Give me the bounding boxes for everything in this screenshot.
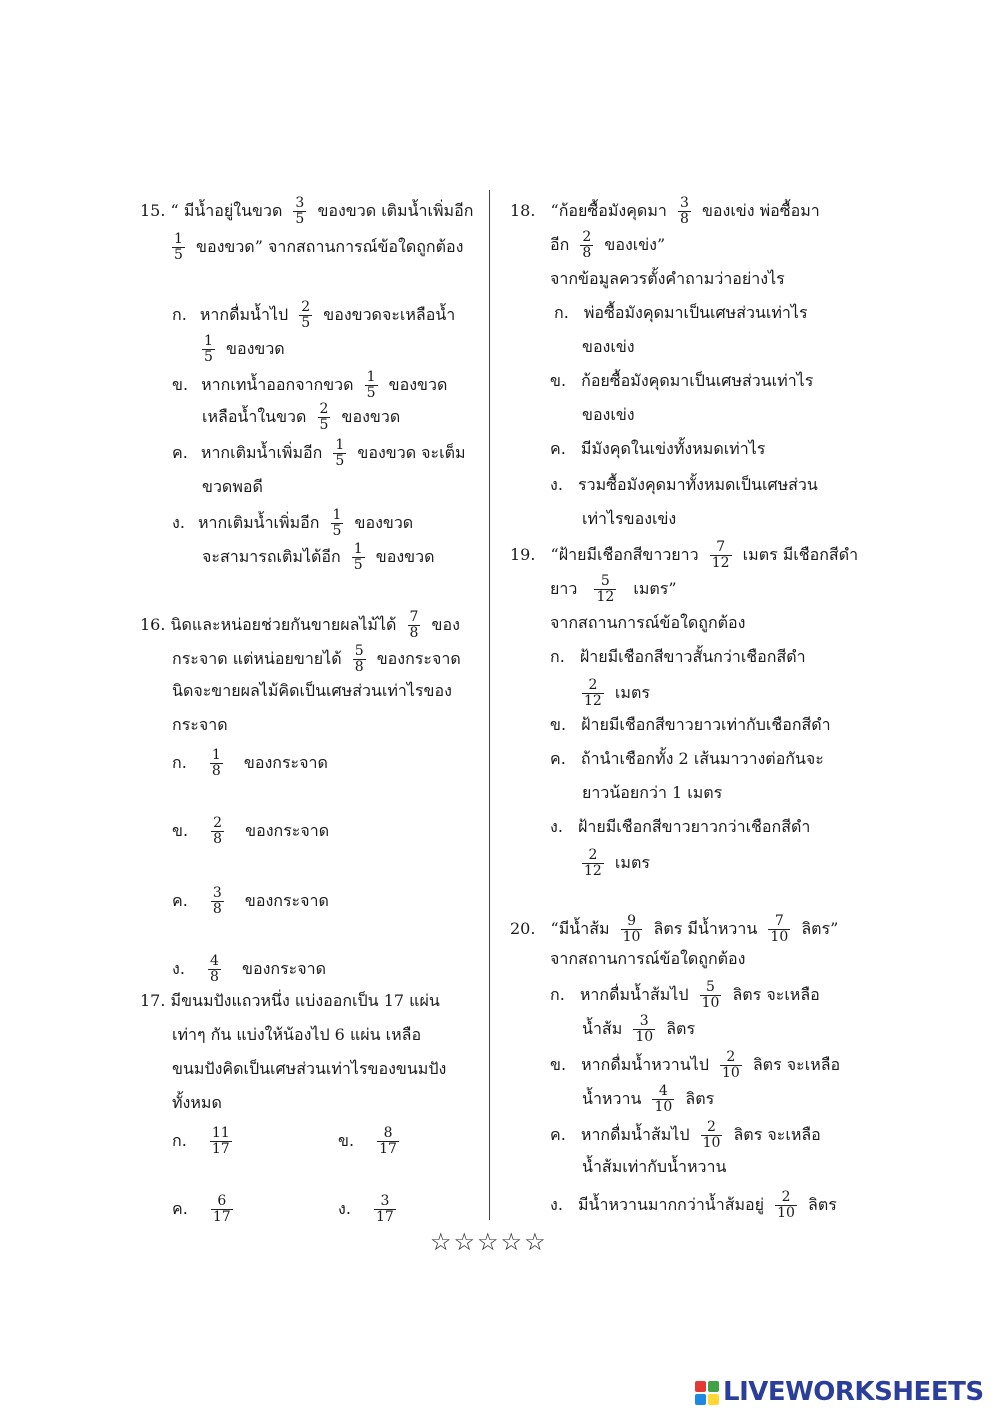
option-text: จะสามารถเติมได้อีก (202, 547, 341, 566)
question-number: 17. (140, 991, 166, 1010)
option-text: น้ำส้มเท่ากับน้ำหวาน (582, 1157, 727, 1176)
option-text: ของเข่ง (582, 337, 635, 356)
option-label: ค. (172, 891, 188, 910)
option-text: ของขวด (226, 339, 285, 358)
option-text: ยาวน้อยกว่า 1 เมตร (582, 783, 723, 802)
option-c[interactable] (550, 1120, 821, 1154)
option-text: เท่าไรของเข่ง (582, 509, 677, 528)
option-text: ฝ้ายมีเชือกสีขาวยาวกว่าเชือกสีดำ (578, 817, 811, 836)
option-text: ของขวด จะเต็ม (357, 443, 466, 462)
option-text: ลิตร จะเหลือ (752, 1055, 841, 1074)
option-b[interactable] (550, 712, 831, 746)
option-text: ของขวด (388, 375, 448, 394)
question-text: “ มีน้ำอยู่ในขวด (170, 201, 283, 220)
question-number: 16. (140, 615, 166, 634)
option-d[interactable] (550, 814, 810, 848)
option-text: เมตร (614, 853, 650, 872)
option-text: พ่อซื้อมังคุดมาเป็นเศษส่วนเท่าไร (583, 303, 808, 322)
option-label: ข. (550, 371, 567, 390)
question-text: เมตร” (633, 579, 677, 598)
fraction: $\frac{7}{10}$ (770, 913, 789, 945)
option-a[interactable] (550, 644, 806, 678)
option-label: ง. (338, 1199, 351, 1218)
option-text: ขวดพอดี (202, 477, 263, 496)
question-text: นิดจะขายผลไม้คิดเป็นเศษส่วนเท่าไรของ (172, 681, 452, 700)
option-label: ข. (338, 1131, 355, 1150)
option-c[interactable] (550, 746, 824, 780)
fraction: $\frac{1}{5}$ (332, 507, 342, 539)
option-label: ก. (554, 303, 569, 322)
option-label: ข. (550, 1055, 567, 1074)
brand-name: LIVEWORKSHEETS (723, 1377, 984, 1407)
fraction: $\frac{4}{10}$ (654, 1083, 673, 1115)
option-a[interactable] (172, 300, 455, 334)
option-text: ลิตร (685, 1089, 715, 1108)
fraction: $\frac{2}{5}$ (319, 401, 329, 433)
option-text: เหลือน้ำในขวด (202, 407, 307, 426)
option-label: ก. (550, 985, 565, 1004)
question-text: ยาว (550, 579, 578, 598)
fraction: $\frac{1}{5}$ (204, 333, 213, 365)
column-divider (489, 190, 490, 1220)
question-text: เท่าๆ กัน แบ่งให้น้องไป 6 แผ่น เหลือ (172, 1025, 422, 1044)
fraction: $\frac{9}{10}$ (622, 913, 641, 945)
option-text: ของกระจาด (245, 821, 330, 840)
question-number: 20. (510, 919, 536, 938)
question-text: “ก้อยซื้อมังคุดมา (550, 201, 667, 220)
option-a[interactable] (172, 1126, 238, 1160)
option-text: มีน้ำหวานมากกว่าน้ำส้มอยู่ (578, 1195, 765, 1214)
question-text: ของขวด เติมน้ำเพิ่มอีก (317, 201, 474, 220)
option-text: ของขวด (354, 513, 414, 532)
option-text: ฝ้ายมีเชือกสีขาวยาวเท่ากับเชือกสีดำ (581, 715, 831, 734)
fraction: $\frac{1}{5}$ (335, 437, 345, 469)
fraction: $\frac{2}{10}$ (702, 1119, 721, 1151)
option-text: รวมซื้อมังคุดมาทั้งหมดเป็นเศษส่วน (578, 475, 818, 494)
option-b[interactable] (172, 816, 329, 850)
option-text: ของเข่ง (582, 405, 635, 424)
fraction: $\frac{2}{5}$ (301, 299, 311, 331)
option-text: ของขวด (341, 407, 401, 426)
fraction: $\frac{5}{8}$ (354, 643, 364, 675)
option-b[interactable] (172, 370, 447, 404)
option-text: ของกระจาด (243, 753, 328, 772)
option-text: หากดื่มน้ำส้มไป (580, 1125, 690, 1144)
question-text: ลิตร มีน้ำหวาน (653, 919, 758, 938)
option-label: ค. (172, 1199, 188, 1218)
option-b[interactable] (550, 1050, 840, 1084)
option-text: หากดื่มน้ำส้มไป (579, 985, 689, 1004)
fraction: $\frac{2}{10}$ (777, 1189, 795, 1221)
option-text: มีมังคุดในเข่งทั้งหมดเท่าไร (580, 439, 766, 458)
question-text: ของเข่ง” (604, 235, 666, 254)
fraction: $\frac{11}{17}$ (211, 1125, 230, 1157)
option-a[interactable] (554, 300, 808, 334)
question-text: กระจาด (172, 715, 228, 734)
question-number: 15. (140, 201, 166, 220)
star-divider: ☆☆☆☆☆ (430, 1228, 548, 1256)
question-text: ของขวด” จากสถานการณ์ข้อใดถูกต้อง (196, 237, 464, 256)
fraction: $\frac{4}{8}$ (210, 953, 219, 985)
question-text: ทั้งหมด (172, 1093, 222, 1112)
option-d[interactable] (550, 472, 818, 506)
fraction: $\frac{1}{5}$ (174, 231, 183, 263)
option-label: ค. (172, 443, 188, 462)
fraction: $\frac{6}{17}$ (212, 1193, 231, 1225)
option-text: หากเติมน้ำเพิ่มอีก (198, 513, 320, 532)
option-b[interactable] (338, 1126, 405, 1160)
option-text: ของขวดจะเหลือน้ำ (323, 305, 456, 324)
liveworksheets-logo[interactable] (695, 1377, 995, 1409)
option-label: ง. (550, 1195, 563, 1214)
option-d[interactable] (550, 1190, 837, 1224)
option-text: ของกระจาด (244, 891, 329, 910)
option-label: ค. (550, 749, 566, 768)
fraction: $\frac{3}{8}$ (212, 885, 222, 917)
question-text: มีขนมปังแถวหนึ่ง แบ่งออกเป็น 17 แผ่น (170, 991, 440, 1010)
question-text: ลิตร” (801, 919, 839, 938)
option-text: ลิตร จะเหลือ (732, 985, 820, 1004)
question-text: “มีน้ำส้ม (550, 919, 610, 938)
question-text: เมตร มีเชือกสีดำ (742, 545, 859, 564)
fraction: $\frac{7}{12}$ (711, 539, 730, 571)
option-text: น้ำส้ม (582, 1019, 623, 1038)
option-text: ลิตร (666, 1019, 696, 1038)
question-text: จากข้อมูลควรตั้งคำถามว่าอย่างไร (550, 269, 785, 288)
fraction: $\frac{2}{12}$ (584, 847, 602, 879)
option-c[interactable] (172, 886, 329, 920)
option-text: น้ำหวาน (582, 1089, 642, 1108)
option-text: หากดื่มน้ำหวานไป (581, 1055, 709, 1074)
question-text: ขนมปังคิดเป็นเศษส่วนเท่าไรของขนมปัง (172, 1059, 447, 1078)
option-c[interactable] (172, 1194, 239, 1228)
fraction: $\frac{3}{10}$ (635, 1013, 654, 1045)
option-text: ฝ้ายมีเชือกสีขาวสั้นกว่าเชือกสีดำ (579, 647, 806, 666)
question-text: “ฝ้ายมีเชือกสีขาวยาว (550, 545, 699, 564)
question-text: ของเข่ง พ่อซื้อมา (701, 201, 820, 220)
option-text: ก้อยซื้อมังคุดมาเป็นเศษส่วนเท่าไร (581, 371, 814, 390)
option-label: ข. (550, 715, 567, 734)
fraction: $\frac{5}{10}$ (701, 979, 720, 1011)
option-label: ก. (550, 647, 565, 666)
option-label: ก. (172, 305, 187, 324)
option-d[interactable] (172, 508, 413, 542)
question-text: จากสถานการณ์ข้อใดถูกต้อง (550, 949, 746, 968)
option-text: ลิตร (808, 1195, 837, 1214)
fraction: $\frac{2}{8}$ (582, 229, 592, 261)
question-text: กระจาด แต่หน่อยขายได้ (172, 649, 342, 668)
option-text: เมตร (614, 683, 650, 702)
option-label: ง. (172, 513, 185, 532)
option-text: ลิตร จะเหลือ (733, 1125, 821, 1144)
option-text: ถ้านำเชือกทั้ง 2 เส้นมาวางต่อกันจะ (580, 749, 824, 768)
question-number: 19. (510, 545, 536, 564)
logo-grid-icon (695, 1381, 719, 1405)
fraction: $\frac{3}{5}$ (295, 195, 305, 227)
question-number: 18. (510, 201, 536, 220)
fraction: $\frac{2}{10}$ (721, 1049, 740, 1081)
fraction: $\frac{1}{8}$ (211, 747, 221, 779)
option-label: ค. (550, 439, 566, 458)
option-d[interactable] (172, 954, 326, 988)
option-label: ง. (550, 817, 563, 836)
question-text: นิดและหน่อยช่วยกันขายผลไม้ได้ (170, 615, 397, 634)
fraction: $\frac{5}{12}$ (596, 573, 615, 605)
fraction: $\frac{1}{5}$ (353, 541, 363, 573)
option-label: ข. (172, 375, 189, 394)
question-text: อีก (550, 235, 570, 254)
fraction: $\frac{3}{17}$ (376, 1193, 394, 1225)
option-label: ข. (172, 821, 189, 840)
option-text: ของกระจาด (242, 959, 326, 978)
option-label: ง. (550, 475, 563, 494)
option-label: ก. (172, 1131, 187, 1150)
fraction: $\frac{2}{8}$ (213, 815, 223, 847)
option-label: ค. (550, 1125, 566, 1144)
option-b[interactable] (550, 368, 813, 402)
option-a[interactable] (172, 748, 328, 782)
question-text: จากสถานการณ์ข้อใดถูกต้อง (550, 613, 746, 632)
fraction: $\frac{1}{5}$ (366, 369, 376, 401)
fraction: $\frac{3}{8}$ (679, 195, 689, 227)
question-text: ของกระจาด (376, 649, 461, 668)
option-c[interactable] (550, 436, 765, 470)
option-text: หากเทน้ำออกจากขวด (201, 375, 354, 394)
fraction: $\frac{8}{17}$ (379, 1125, 397, 1157)
option-text: หากเติมน้ำเพิ่มอีก (200, 443, 323, 462)
option-text: หากดื่มน้ำไป (199, 305, 289, 324)
option-c[interactable] (172, 438, 466, 472)
question-text: ของ (431, 615, 460, 634)
fraction: $\frac{7}{8}$ (409, 609, 419, 641)
fraction: $\frac{2}{12}$ (584, 677, 602, 709)
option-label: ง. (172, 959, 185, 978)
option-text: ของขวด (375, 547, 435, 566)
option-a[interactable] (550, 980, 820, 1014)
option-d[interactable] (338, 1194, 402, 1228)
option-label: ก. (172, 753, 187, 772)
